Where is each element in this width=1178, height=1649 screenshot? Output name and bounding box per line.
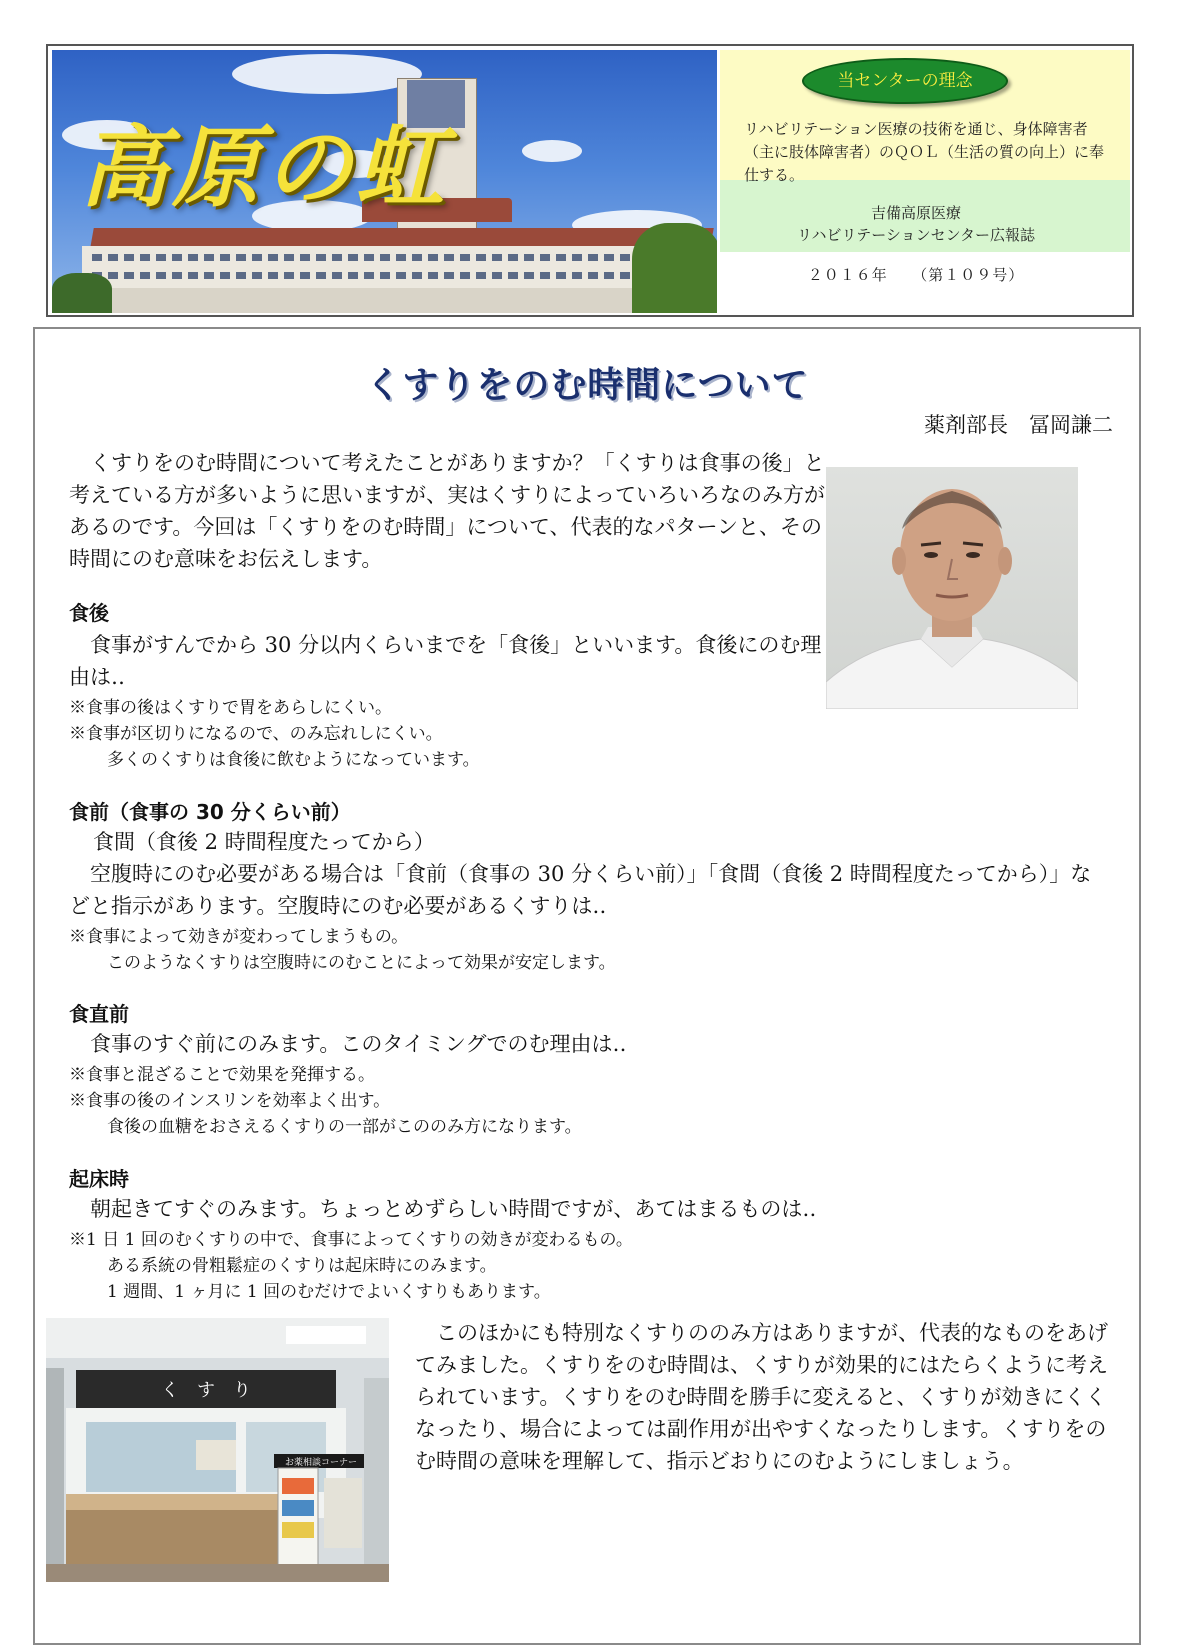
note-just-before-meal-2: ※食事の後のインスリンを効率よく出す。 <box>69 1091 391 1111</box>
section-body-just-before-meal: 食事のすぐ前にのみます。このタイミングでのむ理由は‥ <box>90 1032 627 1056</box>
philosophy-badge: 当センターの理念 <box>802 58 1008 104</box>
section-body-after-meal: 食事がすんでから 30 分以内くらいまでを「食後」といいます。食後にのむ理由は‥ <box>69 633 822 689</box>
section-subline-between-meals: 食間（食後 2 時間程度たってから） <box>93 830 435 854</box>
philosophy-text: リハビリテーション医療の技術を通じ、身体障害者（主に肢体障害者）のＱＯＬ（生活の質の向上）に奉仕する。 <box>744 120 1105 184</box>
summary-wake-up-2: 1 週間、1 ヶ月に 1 回のむだけでよいくすりもあります。 <box>107 1282 551 1302</box>
note-wake-up-1: ※1 日 1 回のむくすりの中で、食事によってくすりの効きが変わるもの。 <box>69 1230 633 1250</box>
issue-number: ２０１６年 （第１０９号） <box>807 266 1025 284</box>
header-banner-photo <box>52 50 717 313</box>
note-after-meal-1: ※食事の後はくすりで胃をあらしにくい。 <box>69 698 392 718</box>
section-heading-just-before-meal: 食直前 <box>69 1002 129 1026</box>
intro-paragraph: くすりをのむ時間について考えたことがありますか？「くすりは食事の後」と考えている方が多いように思いますが、実はくすりによっていろいろなのみ方があるのです。今回は「くすりをのむ時間」について、代表的なパターンと、その時間にのむ意味をお伝えします。 <box>69 451 825 571</box>
org-line-2: リハビリテーションセンター広報誌 <box>796 226 1036 244</box>
summary-before-meal: このようなくすりは空腹時にのむことによって効果が安定します。 <box>107 953 616 973</box>
org-line-1: 吉備高原医療 <box>870 204 961 222</box>
newsletter-header <box>46 44 1134 317</box>
pharmacy-illustration <box>46 1318 389 1582</box>
author-portrait-photo <box>826 467 1078 709</box>
note-after-meal-2: ※食事が区切りになるので、のみ忘れしにくい。 <box>69 724 443 744</box>
section-body-wake-up: 朝起きてすぐのみます。ちょっとめずらしい時間ですが、あてはまるものは‥ <box>90 1197 817 1221</box>
conclusion-paragraph: このほかにも特別なくすりののみ方はありますが、代表的なものをあげてみました。くすりをのむ時間は、くすりが効果的にはたらくように考えられています。くすりをのむ時間を勝手に変えると、くすりが効きにくくなったり、場合によっては副作用が出やすくなったりします。くすりをのむ時間の意味を理解して、指示どおりにのむようにしましょう。 <box>415 1321 1108 1473</box>
philosophy-panel <box>720 50 1130 313</box>
portrait-illustration <box>826 467 1078 709</box>
summary-wake-up-1: ある系統の骨粗鬆症のくすりは起床時にのみます。 <box>107 1256 497 1276</box>
summary-after-meal: 多くのくすりは食後に飲むようになっています。 <box>107 750 480 770</box>
summary-just-before-meal: 食後の血糖をおさえるくすりの一部がこののみ方になります。 <box>107 1117 582 1137</box>
organization-name <box>720 202 1112 246</box>
section-heading-before-meal: 食前（食事の 30 分くらい前） <box>69 800 351 824</box>
article-title: くすりをのむ時間について <box>365 364 809 406</box>
section-body-before-meal: 空腹時にのむ必要がある場合は「食前（食事の 30 分くらい前）」「食間（食後 2 時間程度たってから）」などと指示があります。空腹時にのむ必要があるくすりは‥ <box>69 862 1092 918</box>
consultation-corner-sign: お薬相談コーナー <box>284 1458 358 1468</box>
newsletter-title: 高原の虹 <box>80 115 449 219</box>
pharmacy-counter-photo <box>46 1318 389 1582</box>
section-heading-after-meal: 食後 <box>69 601 109 625</box>
note-just-before-meal-1: ※食事と混ざることで効果を発揮する。 <box>69 1065 375 1085</box>
note-before-meal-1: ※食事によって効きが変わってしまうもの。 <box>69 927 409 947</box>
author-byline: 薬剤部長 冨岡謙二 <box>924 413 1113 437</box>
counter-sign-text: く す り <box>161 1380 251 1401</box>
section-heading-wake-up: 起床時 <box>69 1167 129 1191</box>
